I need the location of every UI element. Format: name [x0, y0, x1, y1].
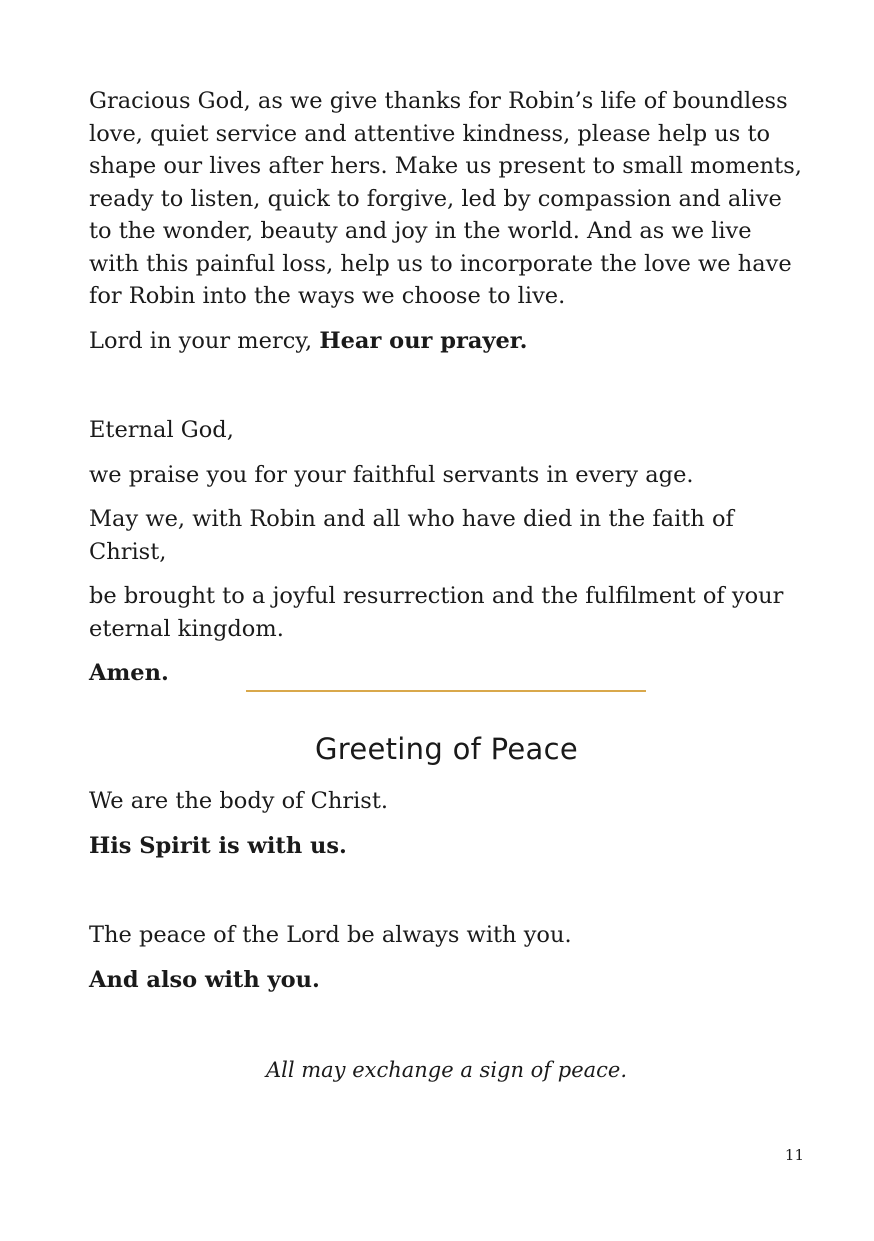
section-heading: Greeting of Peace: [315, 732, 578, 766]
intercession-versicle-line: [89, 325, 804, 358]
collect-line-2: we praise you for your faithful servants in every age.: [89, 461, 694, 488]
collect-line-1: Eternal God,: [89, 417, 234, 443]
page-number: 11: [784, 1146, 804, 1164]
greeting-section: [89, 785, 804, 996]
collect-line-4: be brought to a joyful resurrection and the fulfilment of your eternal kingdom.: [89, 583, 784, 642]
greeting-response-1: His Spirit is with us.: [89, 832, 347, 859]
rubric-instruction: All may exchange a sign of peace.: [265, 1058, 628, 1082]
response-text: Hear our prayer.: [319, 327, 528, 354]
greeting-leader-1: We are the body of Christ.: [89, 788, 389, 814]
greeting-response-2: And also with you.: [89, 966, 320, 993]
section-divider: [246, 690, 646, 692]
greeting-leader-2: The peace of the Lord be always with you.: [89, 922, 572, 948]
collect-amen: Amen.: [89, 660, 169, 686]
intercession-paragraph: Gracious God, as we give thanks for Robin’s life of boundless love, quiet service and attentive kindness, please help us to shape our lives after hers. Make us present to small moments, ready to listen, quick to forgive, led by compassion and alive to the wonder, beauty and joy in the world. And as we live with this painful loss, help us to incorporate the love we have for Robin into the ways we choose to live.: [89, 88, 802, 309]
collect-line-3: May we, with Robin and all who have died in the faith of Christ,: [89, 506, 734, 565]
prayers-section: [89, 85, 804, 690]
versicle-text: Lord in your mercy,: [89, 327, 320, 354]
